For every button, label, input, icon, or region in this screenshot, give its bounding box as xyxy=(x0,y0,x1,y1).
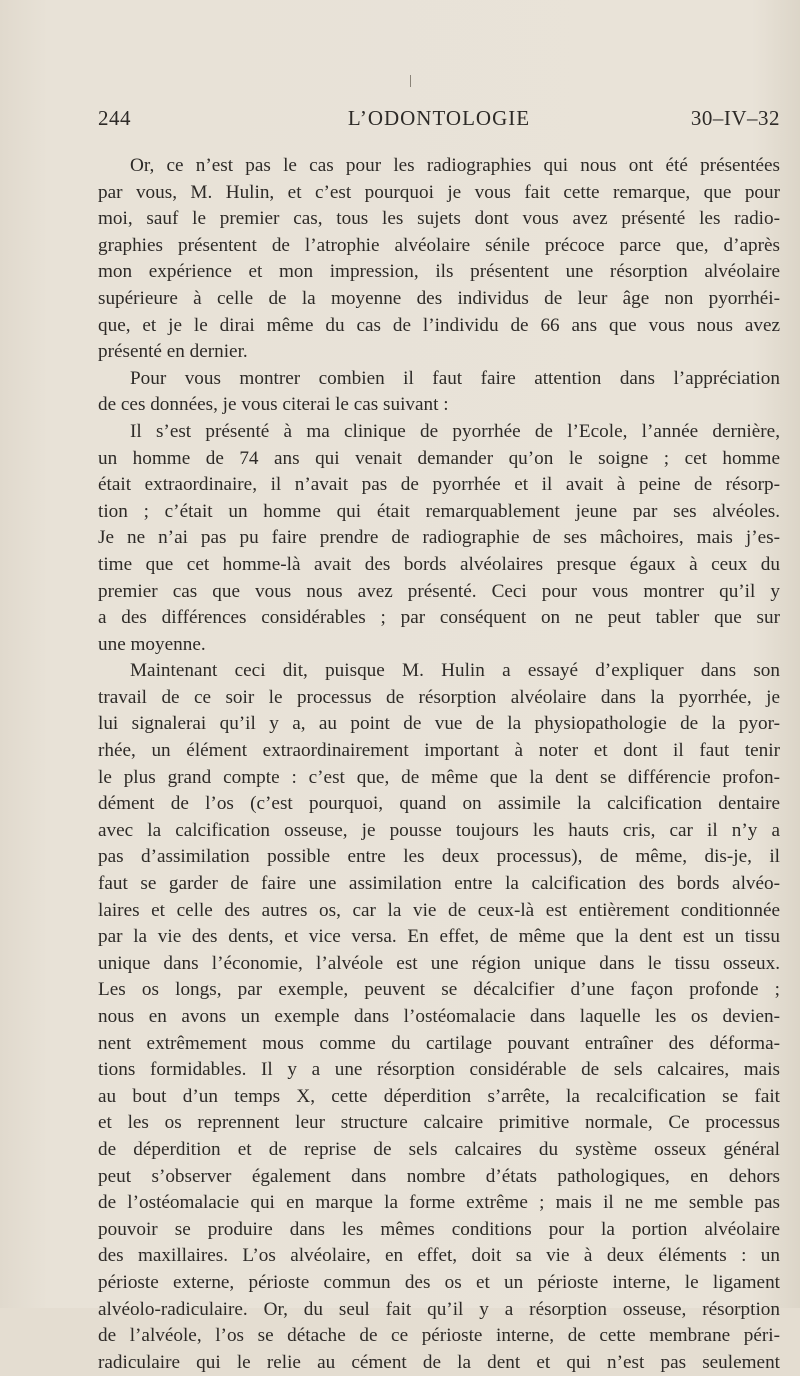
text-line: rhée, un élément extraordinairement important à noter et dont il faut tenir xyxy=(98,740,780,762)
text-line: supérieure à celle de la moyenne des individus de leur âge non pyorrhéi- xyxy=(98,287,780,309)
text-line: Les os longs, par exemple, peuvent se décalcifier d’une façon profonde ; xyxy=(98,979,780,1001)
page-header xyxy=(98,106,780,136)
text-line: de l’ostéomalacie qui en marque la forme extrême ; mais il ne me semble pas xyxy=(98,1192,780,1214)
issue-date: 30–IV–32 xyxy=(690,106,780,130)
text-line: a des différences considérables ; par conséquent on ne peut tabler que sur xyxy=(98,607,780,629)
text-line: dément de l’os (c’est pourquoi, quand on assimile la calcification dentaire xyxy=(98,793,780,815)
text-line: par la vie des dents, et vice versa. En effet, de même que la dent est un tissu xyxy=(98,926,780,948)
text-line: de l’alvéole, l’os se détache de ce périoste interne, de cette membrane péri- xyxy=(98,1325,780,1347)
text-line: était extraordinaire, il n’avait pas de pyorrhée et il avait à peine de résorp- xyxy=(98,474,780,496)
body-text xyxy=(98,153,780,1376)
text-line: radiculaire qui le relie au cément de la dent et qui n’est pas seulement xyxy=(98,1351,780,1373)
page-number: 244 xyxy=(98,106,131,130)
text-line: Je ne n’ai pas pu faire prendre de radiographie de ses mâchoires, mais j’es- xyxy=(98,527,780,549)
text-line: laires et celle des autres os, car la vie de ceux-là est entièrement conditionnée xyxy=(98,899,780,921)
text-line: time que cet homme-là avait des bords alvéolaires presque égaux à ceux du xyxy=(98,553,780,575)
text-line: lui signalerai qu’il y a, au point de vue de la physiopathologie de la pyor- xyxy=(98,713,780,735)
text-line: tions formidables. Il y a une résorption considérable de sels calcaires, mais xyxy=(98,1059,780,1081)
text-line: mon expérience et mon impression, ils présentent une résorption alvéolaire xyxy=(98,261,780,283)
text-line: présenté en dernier. xyxy=(98,341,248,363)
text-line: peut s’observer également dans nombre d’états pathologiques, en dehors xyxy=(98,1165,780,1187)
text-line: faut se garder de faire une assimilation entre la calcification des bords alvéo- xyxy=(98,873,780,895)
text-line: alvéolo-radiculaire. Or, du seul fait qu’il y a résorption osseuse, résorption xyxy=(98,1298,780,1320)
text-line: pas d’assimilation possible entre les deux processus), de même, dis-je, il xyxy=(98,846,780,868)
text-line: par vous, M. Hulin, et c’est pourquoi je vous fait cette remarque, que pour xyxy=(98,181,780,203)
text-line: avec la calcification osseuse, je pousse toujours les hauts cris, car il n’y a xyxy=(98,819,780,841)
text-line: unique dans l’économie, l’alvéole est une région unique dans le tissu osseux. xyxy=(98,952,780,974)
text-line: nent extrêmement mous comme du cartilage pouvant entraîner des déforma- xyxy=(98,1032,780,1054)
text-line: Maintenant ceci dit, puisque M. Hulin a essayé d’expliquer dans son xyxy=(130,660,780,682)
text-line: au bout d’un temps X, cette déperdition s’arrête, la recalcification se fait xyxy=(98,1085,780,1107)
text-line: le plus grand compte : c’est que, de même que la dent se différencie profon- xyxy=(98,766,780,788)
text-line: nous en avons un exemple dans l’ostéomalacie dans laquelle les os devien- xyxy=(98,1006,780,1027)
text-line: des maxillaires. L’os alvéolaire, en effet, doit sa vie à deux éléments : un xyxy=(98,1245,780,1267)
text-line: une moyenne. xyxy=(98,633,206,655)
text-line: périoste externe, périoste commun des os et un périoste interne, le ligament xyxy=(98,1271,780,1293)
text-line: pouvoir se produire dans les mêmes conditions pour la portion alvéolaire xyxy=(98,1218,780,1240)
text-line: travail de ce soir le processus de résorption alvéolaire dans la pyorrhée, je xyxy=(98,686,780,708)
running-title: L’ODONTOLOGIE xyxy=(347,106,531,130)
text-line: un homme de 74 ans qui venait demander qu’on le soigne ; cet homme xyxy=(98,447,780,469)
text-line: Or, ce n’est pas le cas pour les radiographies qui nous ont été présentées xyxy=(130,155,780,176)
text-line: graphies présentent de l’atrophie alvéolaire sénile précoce parce que, d’après xyxy=(98,234,780,256)
text-line: et les os reprennent leur structure calcaire primitive normale, Ce processus xyxy=(98,1112,780,1134)
text-line: de déperdition et de reprise de sels calcaires du système osseux général xyxy=(98,1138,780,1160)
text-line: de ces données, je vous citerai le cas suivant : xyxy=(98,394,449,416)
page-mark xyxy=(410,75,411,87)
text-line: Il s’est présenté à ma clinique de pyorrhée de l’Ecole, l’année dernière, xyxy=(130,420,780,442)
text-line: moi, sauf le premier cas, tous les sujets dont vous avez présenté les radio- xyxy=(98,208,780,230)
text-line: Pour vous montrer combien il faut faire attention dans l’appréciation xyxy=(130,367,780,389)
text-line: tion ; c’était un homme qui était remarquablement jeune par ses alvéoles. xyxy=(98,500,780,522)
text-line: que, et je le dirai même du cas de l’individu de 66 ans que vous nous avez xyxy=(98,314,780,336)
text-line: premier cas que vous nous avez présenté. Ceci pour vous montrer qu’il y xyxy=(98,580,780,602)
